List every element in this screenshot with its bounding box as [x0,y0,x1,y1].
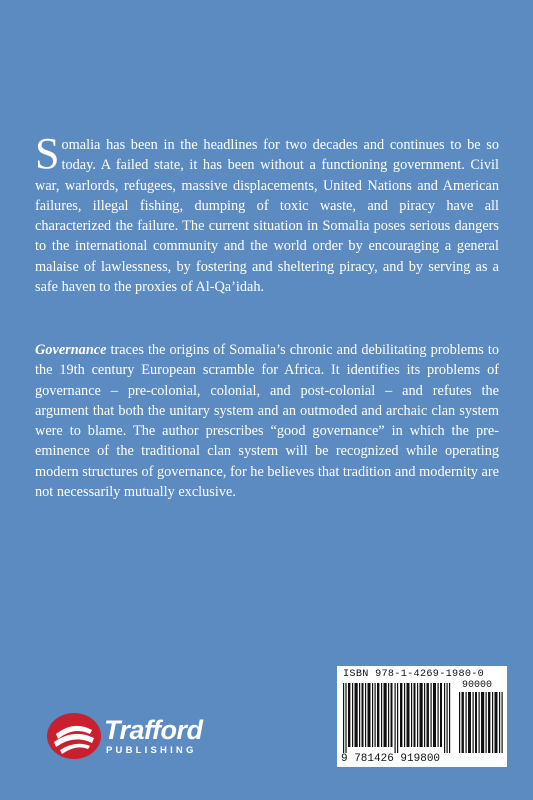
blurb-paragraph-2 [35,340,499,502]
barcode-digits: 9 781426 919800 [341,753,441,765]
blurb-paragraph-1-text: omalia has been in the headlines for two decades and continues to be so today. A failed state, it has been without a functioning government. Civil war, warlords, refugees, massive displacements, United Nations and American failures, illegal fishing, dumping of toxic waste, and piracy have all characterized the failure. The current situation in Somalia poses serious dangers to the international community and the world order by encouraging a general malaise of lawlessness, by fostering and sheltering piracy, and by serving as a safe haven to the proxies of Al-Qa’idah. [35,137,499,296]
blurb-paragraph-1 [35,129,499,297]
barcode-bars-icon [343,683,451,753]
drop-cap: S [35,129,60,178]
publisher-logo [46,712,256,760]
blurb-paragraph-2-text: traces the origins of Somalia’s chronic and debilitating problems to the 19th century European scramble for Africa. It identifies its problems of governance – pre-colonial, colonial, and post-colonial – and refutes the argument that both the unitary system and an outmoded and archaic clan system were to blame. The author prescribes “good governance” in which the pre-eminence of the traditional clan system will be recognized while operating modern structures of governance, for he believes that tradition and modernity are not necessarily mutually exclusive. [35,342,499,501]
barcode-addon-bars-icon [459,692,503,753]
price-code: 90000 [462,680,493,691]
book-title-inline: Governance [35,342,107,358]
isbn-label: ISBN 978-1-4269-1980-0 [343,669,485,680]
publisher-subtitle: PUBLISHING [106,745,197,756]
trafford-ship-icon [46,712,102,760]
isbn-barcode [337,666,507,767]
publisher-name: Trafford [104,715,203,745]
